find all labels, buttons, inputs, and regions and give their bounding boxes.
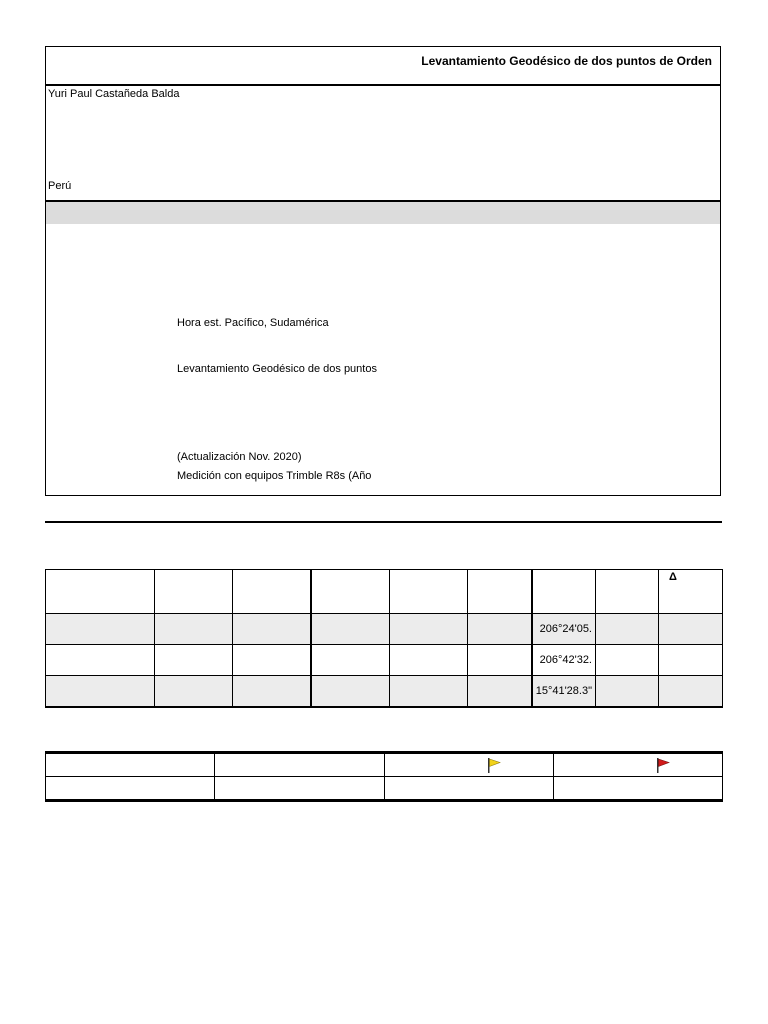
page-separator: [45, 521, 722, 523]
angle-cell: 15°41'28.3": [532, 676, 596, 708]
yellow-flag-icon: [487, 757, 501, 773]
header-cell-delta: [659, 570, 723, 614]
country-label: Perú: [48, 180, 72, 192]
report-title: Levantamiento Geodésico de dos puntos de Orden: [421, 54, 712, 68]
flags-table: [45, 751, 723, 802]
grey-section-band: [46, 202, 720, 224]
table-row: [46, 753, 723, 777]
header-cell: [532, 570, 596, 614]
header-cell: [155, 570, 233, 614]
project-text: Levantamiento Geodésico de dos puntos: [177, 363, 377, 375]
table-row: [46, 614, 723, 645]
delta-symbol: Δ: [669, 571, 677, 583]
table-row: [46, 645, 723, 676]
angles-table: [45, 569, 723, 708]
timezone-text: Hora est. Pacífico, Sudamérica: [177, 317, 329, 329]
title-divider: [46, 84, 720, 86]
equipment-note: Medición con equipos Trimble R8s (Año: [177, 470, 372, 482]
table-header-row: [46, 570, 723, 614]
header-cell: [311, 570, 390, 614]
red-flag-icon: [656, 757, 670, 773]
angle-cell: 206°24'05.: [532, 614, 596, 645]
author-name: Yuri Paul Castañeda Balda: [48, 88, 180, 100]
header-cell: [233, 570, 311, 614]
header-cell: [390, 570, 468, 614]
report-header-box: [45, 46, 721, 496]
table-row: [46, 676, 723, 708]
header-cell: [468, 570, 532, 614]
table-row: [46, 777, 723, 801]
header-cell: [596, 570, 659, 614]
update-note: (Actualización Nov. 2020): [177, 451, 302, 463]
angle-cell: 206°42'32.: [532, 645, 596, 676]
header-cell: [46, 570, 155, 614]
